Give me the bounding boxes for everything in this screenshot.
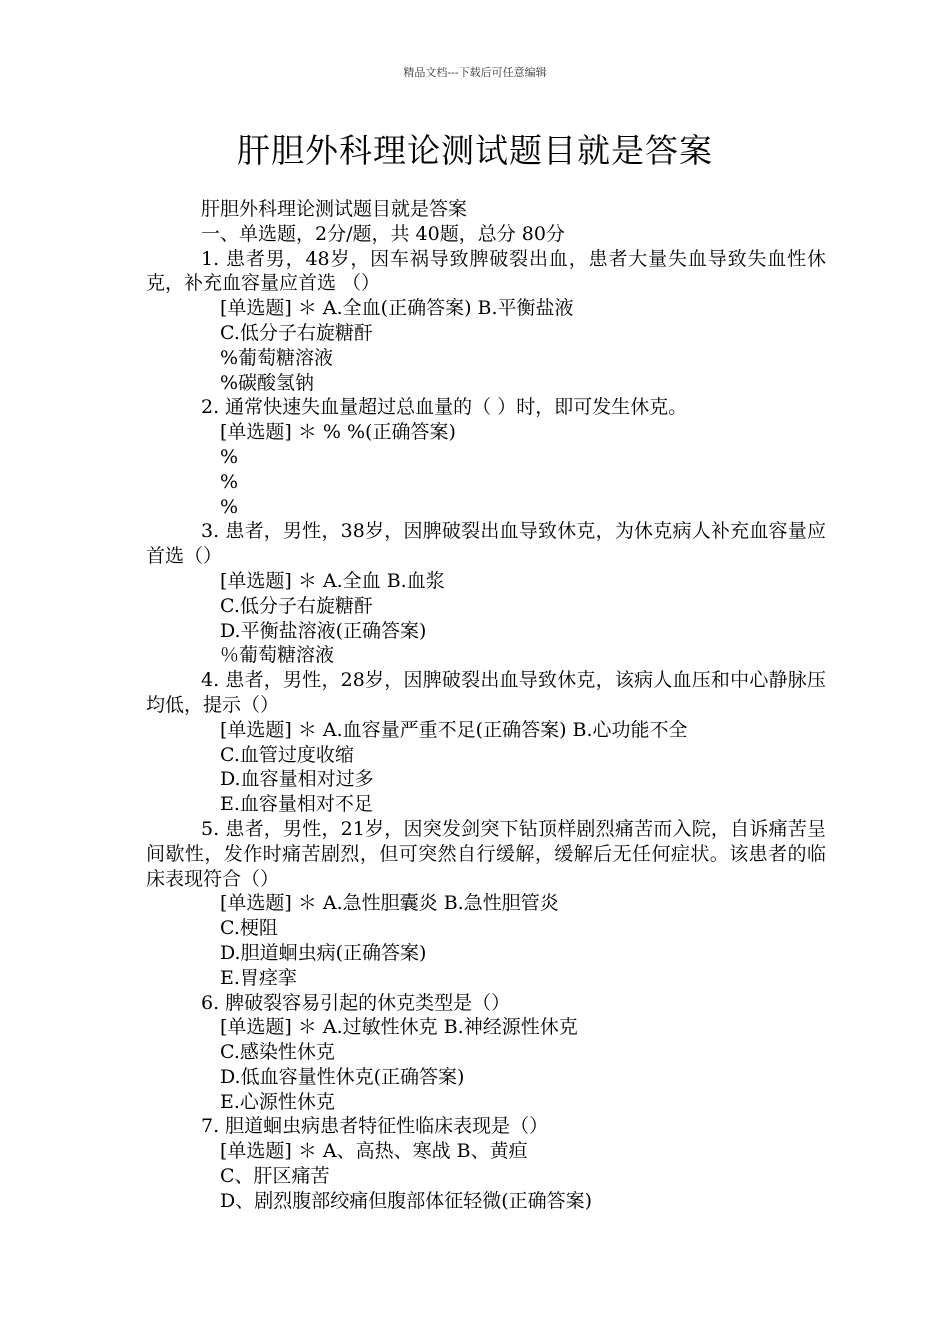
option-line: E.血容量相对不足: [220, 793, 373, 816]
question-4: [146, 668, 826, 817]
option-line: C.低分子右旋糖酐: [220, 594, 373, 617]
question-stem: 1. 患者男，48岁，因车祸导致脾破裂出血，患者大量失血导致失血性休克，补充血容量应首选 （）: [146, 247, 826, 295]
subtitle: 肝胆外科理论测试题目就是答案: [201, 198, 468, 220]
question-2: [146, 395, 826, 519]
option-line: [单选题] ＊ A、高热、寒战 B、黄疸: [220, 1140, 528, 1163]
option-line: [单选题] ＊ % %(正确答案): [220, 421, 456, 444]
option-line: %: [220, 445, 239, 468]
option-line: C.低分子右旋糖酐: [220, 321, 373, 344]
question-3: [146, 519, 826, 668]
option-line: %: [220, 495, 239, 518]
option-line: C.感染性休克: [220, 1041, 335, 1064]
question-6: [146, 991, 826, 1115]
question-stem: 4. 患者，男性，28岁，因脾破裂出血导致休克，该病人血压和中心静脉压均低，提示（）: [146, 669, 826, 716]
option-line: D.胆道蛔虫病(正确答案): [220, 941, 427, 964]
option-line: D、剧烈腹部绞痛但腹部体征轻微(正确答案): [220, 1189, 593, 1212]
option-line: D.低血容量性休克(正确答案): [220, 1065, 465, 1088]
page-header: 精品文档---下载后可任意编辑: [403, 66, 547, 79]
option-line: %葡萄糖溶液: [220, 346, 334, 369]
question-5: [146, 817, 826, 991]
option-line: [单选题] ＊ A.全血(正确答案) B.平衡盐液: [220, 297, 574, 320]
question-stem: 3. 患者，男性，38岁，因脾破裂出血导致休克，为休克病人补充血容量应首选（）: [146, 520, 826, 568]
question-stem: 5. 患者，男性，21岁，因突发剑突下钻顶样剧烈痛苦而入院，自诉痛苦呈间歇性，发作时痛苦剧烈，但可突然自行缓解，缓解后无任何症状。该患者的临床表现符合（）: [146, 817, 826, 890]
option-line: ％葡萄糖溶液: [220, 644, 335, 667]
option-line: [单选题] ＊ A.急性胆囊炎 B.急性胆管炎: [220, 892, 559, 915]
question-stem: 7. 胆道蛔虫病患者特征性临床表现是（）: [201, 1115, 549, 1138]
option-line: C.血管过度收缩: [220, 743, 354, 766]
option-line: D.平衡盐溶液(正确答案): [220, 619, 427, 642]
option-line: [单选题] ＊ A.过敏性休克 B.神经源性休克: [220, 1016, 578, 1039]
option-line: E.心源性休克: [220, 1090, 335, 1113]
section-heading: 一、单选题，2分/题，共 40题，总分 80分: [201, 222, 565, 245]
option-line: C.梗阻: [220, 917, 278, 940]
option-line: D.血容量相对过多: [220, 768, 374, 791]
question-1: [146, 247, 826, 396]
option-line: [单选题] ＊ A.血容量严重不足(正确答案) B.心功能不全: [220, 718, 688, 741]
document-title: 肝胆外科理论测试题目就是答案: [237, 131, 713, 170]
option-line: %碳酸氢钠: [220, 371, 315, 394]
document-body: [146, 197, 826, 1214]
option-line: [单选题] ＊ A.全血 B.血浆: [220, 569, 445, 592]
question-stem: 6. 脾破裂容易引起的休克类型是（）: [201, 991, 511, 1014]
question-stem: 2. 通常快速失血量超过总血量的（ ）时，即可发生休克。: [201, 396, 688, 419]
option-line: C、肝区痛苦: [220, 1165, 330, 1188]
option-line: %: [220, 470, 239, 493]
option-line: E.胃痉挛: [220, 966, 297, 989]
question-7: [146, 1114, 826, 1213]
